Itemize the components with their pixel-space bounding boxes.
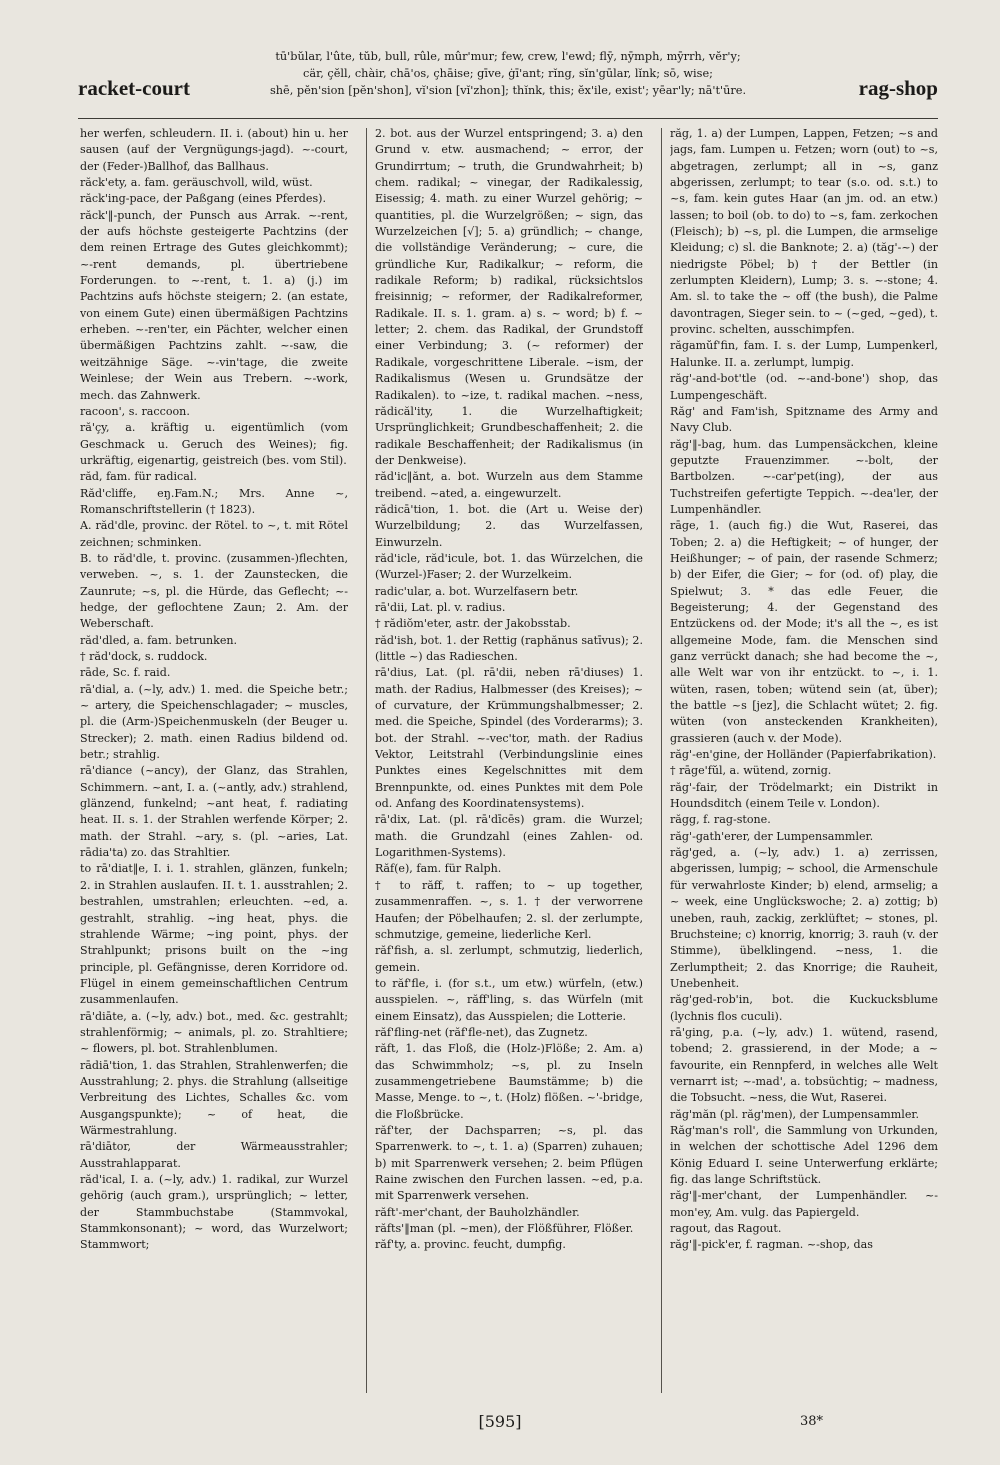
dictionary-entry: răg'-gath'erer, der Lumpensammler.: [670, 829, 874, 843]
dictionary-entry: to răf'fle, i. (for s.t., um etw.) würfeln, (etw.) ausspielen. ~, răff'ling, s. das Würfeln (mit einem Einsatz), das Ausspielen; die Lotterie.: [375, 976, 643, 1023]
header-rule: [78, 118, 938, 119]
dictionary-entry: Răg'man's roll', die Sammlung von Urkunden, in welchen der schottische Adel 1296 dem König Eduard I. seine Unterwerfung erklärte; fig. das lange Schriftstück.: [670, 1123, 938, 1186]
page-header: [78, 48, 938, 118]
dictionary-entry: her werfen, schleudern. II. i. (about) hin u. her sausen (auf der Vergnügungs-jagd). ~-court, der (Feder-)Ballhof, das Ballhaus.: [80, 127, 348, 173]
dictionary-entry: răf'ter, der Dachsparren; ~s, pl. das Sparrenwerk. to ~, t. 1. a) (Sparren) zuhauen; b) mit Sparrenwerk versehen; 2. beim Pflügen Raine zwischen den Furchen lassen. ~ed, p.a. mit Sparrenwerk versehen.: [375, 1123, 643, 1203]
column-right: [670, 126, 938, 1408]
dictionary-entry: rā'dix, Lat. (pl. rā'dīcēs) gram. die Wurzel; math. die Grundzahl (eines Zahlen- od. Logarithmen-Systems).: [375, 813, 643, 860]
dictionary-entry: răd'ish, bot. 1. der Rettig (raphănus satīvus); 2. (little ~) das Radieschen.: [375, 633, 643, 663]
dictionary-entry: răd'dled, a. fam. betrunken.: [80, 633, 238, 647]
dictionary-entry: rāde, Sc. f. raid.: [80, 666, 171, 680]
pronunciation-key-line: cär, çĕll, chàir, chā'os, çhāise; gīve, ġī'ant; rĭng, sĭn'gūlar, lĭnk; sō, wise;: [303, 67, 713, 80]
dictionary-entry: 2. bot. aus der Wurzel entspringend; 3. a) den Grund v. etw. ausmachend; ~ error, der Grundirrtum; ~ truth, die Grundwahrheit; b) chem. radikal; ~ vinegar, der Radikalessig, Eisessig; 4. math. zu einer Wurzel gehörig; ~ quantities, pl. die Wurzelgrößen; ~ sign, das Wurzelzeichen [√]; 5. a) gründlich; ~ change, die vollständige Veränderung; ~ cure, die gründliche Kur, Radikalkur; ~ reform, die radikale Reform; b) radikal, rücksichtslos freisinnig; ~ reformer, der Radikalreformer, Radikale. II. s. 1. gram. a) s. ~ word; b) f. ~ letter; 2. chem. das Radikal, der Grundstoff einer Verbindung; 3. (~ reformer) der Radikale, vorgeschrittene Liberale. ~ism, der Radikalismus (Wesen u. Grundsätze der Radikalen). to ~ize, t. radikal machen. ~ness, rădicăl'ity, 1. die Wurzelhaftigkeit; Ursprünglichkeit; Grundbeschaffenheit; 2. die radikale Beschaffenheit; der Radikalismus (in der Denkweise).: [375, 127, 643, 467]
dictionary-entry: rădicā'tion, 1. bot. die (Art u. Weise der) Wurzelbildung; 2. das Wurzelfassen, Einwurzeln.: [375, 502, 643, 549]
column-left: [80, 126, 348, 1408]
dictionary-entry: B. to răd'dle, t. provinc. (zusammen-)flechten, verweben. ~, s. 1. der Zaunstecken, die Zaunrute; ~s, pl. die Hürde, das Geflecht; ~-hedge, der geflochtene Zaun; 2. Am. der Weberschaft.: [80, 551, 348, 631]
dictionary-entry: rā'dial, a. (~ly, adv.) 1. med. die Speiche betr.; ~ artery, die Speichenschlagader; ~ muscles, pl. die (Arm-)Speichenmuskeln (der Beuger u. Strecker); 2. math. einen Radius bildend od. betr.; strahlig.: [80, 682, 348, 762]
dictionary-entry: răf'fish, a. sl. zerlumpt, schmutzig, liederlich, gemein.: [375, 944, 643, 974]
dictionary-entry: rā'diātor, der Wärmeausstrahler; Ausstrahlapparat.: [80, 1140, 348, 1170]
dictionary-entry: răgamŭf'fin, fam. I. s. der Lump, Lumpenkerl, Halunke. II. a. zerlumpt, lumpig.: [670, 339, 938, 369]
pronunciation-key-line: shē, pĕn'sion [pĕn'shon], vĭ'sion [vĭ'zhon]; thĭnk, this; ĕx'ile, exist'; yēar'ly; nā't'ūre.: [269, 84, 747, 97]
dictionary-entry: ragout, das Ragout.: [670, 1222, 782, 1236]
dictionary-entry: † rădiŏm'eter, astr. der Jakobsstab.: [375, 617, 571, 631]
dictionary-entry: † to răff, t. raffen; to ~ up together, zusammenraffen. ~, s. 1. † der verworrene Haufen; der Pöbelhaufen; 2. sl. der zerlumpte, schmutzige, gemeine, liederliche Kerl.: [375, 878, 643, 941]
pronunciation-key-line: tū'bŭlar, l'ûte, tŭb, bull, rûle, mûr'mur; few, crew, l'ewd; flȳ, nȳmph, mȳrrh, vĕr'y;: [275, 50, 741, 63]
dictionary-entry: răft'-mer'chant, der Bauholzhändler.: [375, 1205, 580, 1219]
dictionary-entry: A. răd'dle, provinc. der Rötel. to ~, t. mit Rötel zeichnen; schminken.: [80, 519, 348, 549]
dictionary-entry: răg'ged-rob'in, bot. die Kuckucksblume (lychnis flos cuculi).: [670, 993, 938, 1023]
dictionary-entry: răck'ing-pace, der Paßgang (eines Pferdes).: [80, 192, 326, 206]
entry-columns: [80, 126, 938, 1408]
guide-word-right: rag-shop: [858, 76, 938, 100]
dictionary-entry: † răd'dock, s. ruddock.: [80, 650, 208, 663]
dictionary-entry: ră'çy, a. kräftig u. eigentümlich (vom Geschmack u. Geruch des Weines); fig. urkräftig, eigenartig, geistreich (bes. vom Stil).: [80, 421, 348, 467]
dictionary-entry: rā'dius, Lat. (pl. rā'dii, neben rā'diuses) 1. math. der Radius, Halbmesser (des Kreises); ~ of curvature, der Krümmungshalbmesser; 2. med. die Speiche, Spindel (des Vorderarms); 3. bot. der Strahl. ~-vec'tor, math. der Radius Vektor, Leitstrahl (Verbindungslinie eines Punktes eines Kegelschnittes mit dem Brennpunkte, od. eines Punktes mit dem Pole od. Anfang des Koordinatensystems).: [375, 666, 643, 811]
pronunciation-key: [228, 48, 788, 99]
dictionary-entry: rā'diance (~ancy), der Glanz, das Strahlen, Schimmern. ~ant, I. a. (~antly, adv.) strahlend, glänzend, funkelnd; ~ant heat, f. radiating heat. II. s. 1. der Strahlen werfende Körper; 2. math. der Strahl. ~ary, s. (pl. ~aries, Lat. rādia'ta) zo. das Strahltier.: [80, 764, 348, 860]
dictionary-entry: răg'‖-mer'chant, der Lumpenhändler. ~-mon'ey, Am. vulg. das Papiergeld.: [670, 1189, 938, 1219]
dictionary-entry: rāge, 1. (auch fig.) die Wut, Raserei, das Toben; 2. a) die Heftigkeit; ~ of hunger, der Heißhunger; ~ of pain, der rasende Schmerz; b) der Eifer, die Gier; ~ for (od. of) play, die Spielwut; 3. * das edle Feuer, die Begeisterung; 4. der Gegenstand des Entzückens od. der Mode; it's all the ~, es ist allgemeine Mode, fam. die Menschen sind ganz verrückt danach; she had become the ~, alle Welt war von ihr entzückt. to ~, i. 1. wüten, rasen, toben; wütend sein (at, über); the battle ~s [jez], die Schlacht wütet; 2. fig. wüten (von ansteckenden Krankheiten), grassieren (auch v. der Mode).: [670, 519, 938, 745]
dictionary-entry: rā'dii, Lat. pl. v. radius.: [375, 600, 506, 614]
dictionary-entry: răg'‖-pick'er, f. ragman. ~-shop, das: [670, 1238, 873, 1252]
dictionary-entry: rā'ging, p.a. (~ly, adv.) 1. wütend, rasend, tobend; 2. grassierend, in der Mode; a ~ favourite, ein Rennpferd, in welches alle Welt vernarrt ist; ~-mad', a. tobsüchtig; ~ madness, die Tobsucht. ~ness, die Wut, Raserei.: [670, 1025, 938, 1105]
dictionary-entry: răd'ical, I. a. (~ly, adv.) 1. radikal, zur Wurzel gehörig (auch gram.), ursprünglich; ~ letter, der Stammbuchstabe (Stammvokal, Stammkonsonant); ~ word, das Wurzelwort; Stammwort;: [80, 1173, 348, 1252]
dictionary-entry: răft, 1. das Floß, die (Holz-)Flöße; 2. Am. a) das Schwimmholz; ~s, pl. zu Inseln zusammengetriebene Baumstämme; b) die Masse, Menge. to ~, t. (Holz) flößen. ~'-bridge, die Floßbrücke.: [375, 1042, 643, 1121]
dictionary-entry: răfts'‖man (pl. ~men), der Flößführer, Flößer.: [375, 1222, 634, 1236]
dictionary-entry: răg'-fair, der Trödelmarkt; ein Distrikt in Houndsditch (einem Teile v. London).: [670, 780, 938, 811]
signature-mark: 38*: [800, 1414, 824, 1429]
dictionary-entry: răg'-en'gine, der Holländer (Papierfabrikation).: [670, 748, 937, 762]
dictionary-entry: răck'ety, a. fam. geräuschvoll, wild, wüst.: [80, 176, 313, 190]
dictionary-entry: † rāge'fŭl, a. wütend, zornig.: [670, 764, 832, 778]
dictionary-entry: radic'ular, a. bot. Wurzelfasern betr.: [375, 584, 579, 598]
dictionary-entry: racoon', s. raccoon.: [80, 404, 190, 418]
dictionary-entry: rādiā'tion, 1. das Strahlen, Strahlenwerfen; die Ausstrahlung; 2. phys. die Strahlung (allseitige Verbreitung des Lichtes, Schalles &c. vom Ausgangspunkte); ~ of heat, die Wärmestrahlung.: [80, 1058, 348, 1137]
dictionary-entry: răg'măn (pl. răg'men), der Lumpensammler.: [670, 1107, 919, 1121]
dictionary-entry: răd, fam. für radical.: [80, 470, 197, 484]
dictionary-entry: rā'diāte, a. (~ly, adv.) bot., med. &c. gestrahlt; strahlenförmig; ~ animals, pl. zo. Strahltiere; ~ flowers, pl. bot. Strahlenblumen.: [80, 1009, 348, 1056]
dictionary-entry: Răf(e), fam. für Ralph.: [375, 862, 502, 876]
dictionary-entry: Răg' and Fam'ish, Spitzname des Army and Navy Club.: [670, 404, 938, 435]
dictionary-entry: răd'icle, răd'icule, bot. 1. das Würzelchen, die (Wurzel-)Faser; 2. der Wurzelkeim.: [375, 551, 643, 582]
dictionary-entry: răck'‖-punch, der Punsch aus Arrak. ~-rent, der aufs höchste gesteigerte Pachtzins (der dem reinen Ertrage des Gutes gleichkommt); ~-rent demands, pl. übertriebene Forderungen. to ~-rent, t. 1. a) (j.) im Pachtzins aufs höchste steigern; 2. (an estate, von einem Gute) einen übermäßigen Pachtzins erheben. ~-ren'ter, ein Pächter, welcher einen übermäßigen Pachtzins zahlt. ~-saw, die weitzähnige Säge. ~-vin'tage, die zweite Weinlese; der Wein aus Trebern. ~-work, mech. das Zahnwerk.: [80, 208, 348, 402]
dictionary-entry: răg'ged, a. (~ly, adv.) 1. a) zerrissen, abgerissen, lumpig; ~ school, die Armenschule für verwahrloste Kinder; b) elend, armselig; a ~ week, eine Unglückswoche; 2. a) zottig; b) uneben, rauh, zackig, zerklüftet; ~ stones, pl. Bruchsteine; c) knorrig, knorrig; 3. rauh (v. der Stimme), übelklingend. ~ness, 1. die Zerlumptheit; 2. das Knorrige; die Rauheit, Unebenheit.: [670, 846, 938, 990]
dictionary-entry: to rā'diat‖e, I. i. 1. strahlen, glänzen, funkeln; 2. in Strahlen auslaufen. II. t. 1. ausstrahlen; 2. bestrahlen, umstrahlen; erleuchten. ~ed, a. gestrahlt, strahlig. ~ing heat, phys. die strahlende Wärme; ~ing point, phys. der Strahlpunkt; prisons built on the ~ing principle, pl. Gefängnisse, deren Korridore od. Flügel in einem gemeinschaftlichen Centrum zusammenlaufen.: [80, 862, 348, 1007]
dictionary-entry: răf'ty, a. provinc. feucht, dumpfig.: [375, 1238, 566, 1252]
dictionary-entry: Răd'cliffe, eŋ.Fam.N.; Mrs. Anne ~, Romanschriftstellerin († 1823).: [80, 486, 348, 516]
page-number: [595]: [478, 1412, 522, 1431]
dictionary-entry: răgg, f. rag-stone.: [670, 813, 771, 827]
dictionary-entry: răd'ic‖ănt, a. bot. Wurzeln aus dem Stamme treibend. ~ated, a. eingewurzelt.: [375, 470, 643, 500]
dictionary-entry: răg'‖-bag, hum. das Lumpensäckchen, kleine geputzte Frauenzimmer. ~-bolt, der Bartbolzen. ~-car'pet(ing), der aus Tuchstreifen gefertigte Teppich. ~-dea'ler, der Lumpenhändler.: [670, 437, 938, 516]
dictionary-entry: răg'-and-bot'tle (od. ~-and-bone') shop, das Lumpengeschäft.: [670, 372, 938, 402]
dictionary-entry: răg, 1. a) der Lumpen, Lappen, Fetzen; ~s and jags, fam. Lumpen u. Fetzen; worn (out) to ~s, abgetragen, zerlumpt; all in ~s, ganz abgerissen, zerlumpt; to tear (s.o. od. s.t.) to ~s, fam. kein gutes Haar (an jm. od. an etw.) lassen; to boil (ob. to do) to ~s, fam. zerkochen (Fleisch); b) ~s, pl. die Lumpen, die armselige Kleidung; c) sl. die Banknote; 2. a) (tăg'-~) der niedrigste Pöbel; b) † der Bettler (in zerlumpten Kleidern), Lump; 3. s. ~-stone; 4. Am. sl. to take the ~ off (the bush), die Palme davontragen, Sieger sein. to ~ (~ged, ~ged), t. provinc. schelten, ausschimpfen.: [670, 127, 938, 337]
dictionary-entry: răf'fling-net (răf'fle-net), das Zugnetz.: [375, 1025, 588, 1039]
column-middle: [375, 126, 643, 1408]
guide-word-left: racket-court: [78, 76, 190, 100]
